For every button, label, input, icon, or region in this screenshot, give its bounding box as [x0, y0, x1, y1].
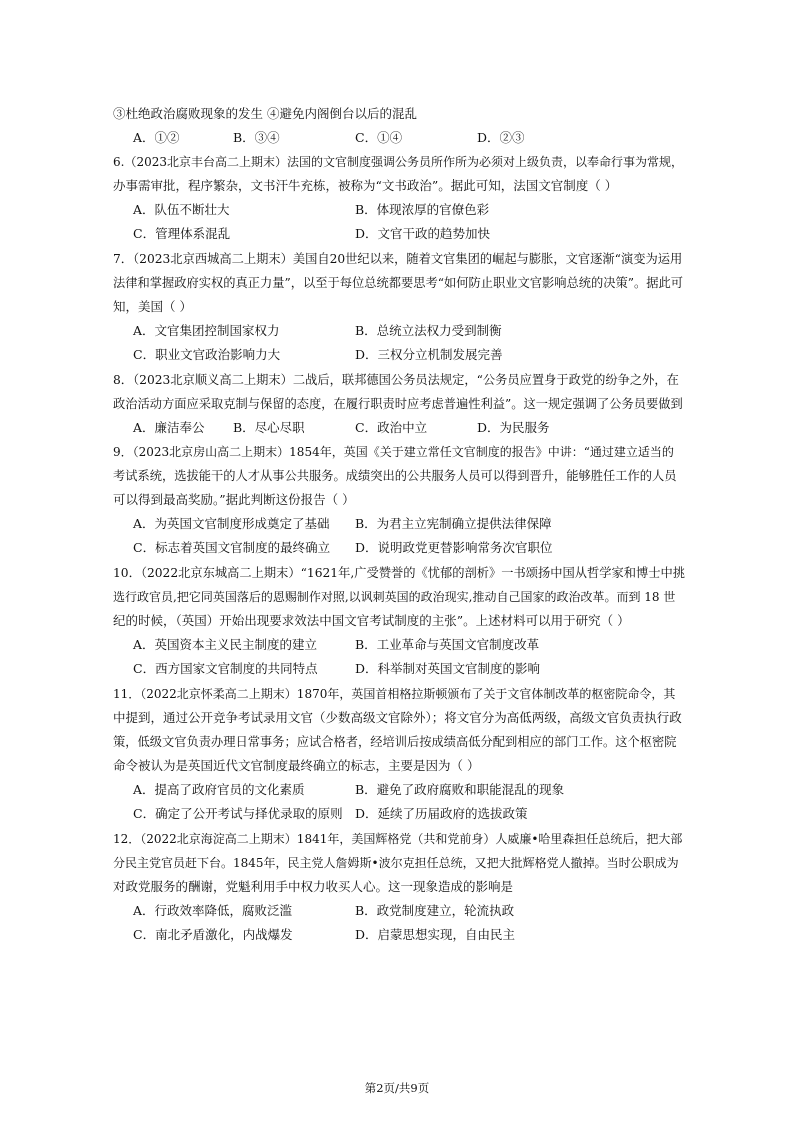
question-line: 11．（2022北京怀柔高二上期末）1870年，英国首相格拉斯顿颁布了关于文官体制改革的枢密院命令，其 — [113, 687, 676, 701]
option-c: C．西方国家文官制度的共同特点 — [133, 661, 318, 676]
question-line: 策，低级文官负责办理日常事务；应试合格者，经培训后按成绩高低分配到相应的部门工作。这个枢密院 — [113, 735, 677, 749]
option-row — [113, 126, 685, 150]
option-a: A．提高了政府官员的文化素质 — [133, 782, 305, 797]
option-row — [113, 802, 685, 826]
option-row — [113, 512, 685, 536]
prev-question-tail — [113, 102, 685, 150]
question-line: 办事需审批，程序繁杂，文书汗牛充栋，被称为“文书政治”。据此可知，法国文官制度（ ） — [113, 178, 618, 193]
option-row — [113, 416, 685, 440]
option-b: B．总统立法权力受到制衡 — [355, 323, 502, 338]
option-d: D．文官干政的趋势加快 — [355, 226, 491, 241]
question-line: 可以得到最高奖励。”据此判断这份报告（ ） — [113, 492, 355, 507]
option-c: C．南北矛盾激化，内战爆发 — [133, 927, 293, 942]
question-9 — [113, 440, 685, 560]
question-line: 纪的时候，（英国）开始出现要求效法中国文官考试制度的主张”。上述材料可以用于研究（ ） — [113, 613, 630, 628]
option-b: B．避免了政府腐败和职能混乱的现象 — [355, 782, 565, 797]
question-line: ③杜绝政治腐败现象的发生 ④避免内阁倒台以后的混乱 — [113, 106, 417, 121]
option-a: A．为英国文官制度形成奠定了基础 — [133, 516, 330, 531]
option-a: A．①② — [133, 130, 180, 145]
question-line: 分民主党官员赶下台。1845年，民主党人詹姆斯•波尔克担任总统，又把大批辉格党人撤掉。当时公职成为 — [113, 856, 679, 870]
question-line: 法律和掌握政府实权的真正力量”，以至于每位总统都要思考“如何防止职业文官影响总统的决策”。据此可 — [113, 276, 684, 290]
option-c: C．标志着英国文官制度的最终确立 — [133, 540, 331, 555]
option-b: B．③④ — [233, 130, 280, 145]
question-line: 7．（2023北京西城高二上期末）美国自20世纪以来，随着文官集团的崛起与膨胀，文官逐渐“演变为运用 — [113, 252, 683, 266]
option-a: A．队伍不断壮大 — [133, 202, 230, 217]
option-a: A．行政效率降低，腐败泛滥 — [133, 903, 293, 918]
option-d: D．说明政党更替影响常务次官职位 — [355, 540, 553, 555]
option-d: D．延续了历届政府的选拔政策 — [355, 806, 528, 821]
option-c: C．确定了公开考试与择优录取的原则 — [133, 806, 343, 821]
question-11 — [113, 682, 685, 826]
option-b: B．为君主立宪制确立提供法律保障 — [355, 516, 552, 531]
question-line: 选行政官员,把它同英国落后的恩赐制作对照,以讽刺英国的政治现实,推动自己国家的政治改革。而到 18 世 — [113, 590, 676, 604]
option-c: C．职业文官政治影响力大 — [133, 347, 281, 362]
option-a: A．廉洁奉公 — [133, 420, 205, 435]
option-c: C．①④ — [355, 130, 403, 145]
question-line: 6.（2023北京丰台高二上期末）法国的文官制度强调公务员所作所为必须对上级负责，以奉命行事为常规， — [113, 155, 683, 169]
option-row — [113, 536, 685, 560]
question-line: 知，美国（ ） — [113, 299, 192, 314]
option-row — [113, 319, 685, 343]
question-line: 政治活动方面应采取克制与保留的态度，在履行职责时应考虑普遍性利益”。这一规定强调了公务员要做到 — [113, 397, 683, 411]
question-8 — [113, 368, 685, 440]
option-d: D．为民服务 — [477, 420, 550, 435]
option-row — [113, 222, 685, 246]
question-line: 命令被认为是英国近代文官制度最终确立的标志，主要是因为（ ） — [113, 758, 480, 773]
option-row — [113, 343, 685, 367]
option-row — [113, 633, 685, 657]
option-a: A．文官集团控制国家权力 — [133, 323, 280, 338]
option-c: C．管理体系混乱 — [133, 226, 231, 241]
option-d: D．三权分立机制发展完善 — [355, 347, 503, 362]
question-10 — [113, 561, 685, 681]
question-line: 10．（2022北京东城高二上期末）“1621年,广受赞誉的《忧郁的剖析》一书颂扬中国从哲学家和博士中挑 — [113, 566, 685, 580]
question-line: 12．（2022北京海淀高二上期末）1841年，美国辉格党（共和党前身）人威廉•哈里森担任总统后，把大部 — [113, 832, 683, 846]
question-line: 8．（2023北京顺义高二上期末）二战后，联邦德国公务员法规定，“公务员应置身于政党的纷争之外，在 — [113, 373, 679, 387]
option-row — [113, 899, 685, 923]
option-b: B．政党制度建立，轮流执政 — [355, 903, 515, 918]
option-a: A．英国资本主义民主制度的建立 — [133, 637, 318, 652]
option-c: C．政治中立 — [355, 420, 428, 435]
question-7 — [113, 247, 685, 367]
option-d: D．启蒙思想实现，自由民主 — [355, 927, 516, 942]
option-row — [113, 198, 685, 222]
question-line: 中提到，通过公开竞争考试录用文官（少数高级文官除外）；将文官分为高低两级，高级文官负责执行政 — [113, 710, 682, 725]
question-6 — [113, 150, 685, 246]
option-row — [113, 657, 685, 681]
option-d: D．科举制对英国文官制度的影响 — [355, 661, 541, 676]
question-line: 9．（2023北京房山高二上期末）1854年，英国《关于建立常任文官制度的报告》中讲：“通过建立适当的 — [113, 445, 674, 459]
question-line: 考试系统，选拔能干的人才从事公共服务。成绩突出的公共服务人员可以得到晋升，能够胜任工作的人员 — [113, 469, 677, 483]
question-12 — [113, 827, 685, 947]
option-b: B．尽心尽职 — [233, 420, 305, 435]
option-d: D．②③ — [477, 130, 525, 145]
question-line: 对政党服务的酬谢，党魁利用手中权力收买人心。这一现象造成的影响是 — [113, 879, 514, 894]
page-number: 第2页/共9页 — [364, 1081, 430, 1095]
option-b: B．体现浓厚的官僚色彩 — [355, 202, 490, 217]
option-b: B．工业革命与英国文官制度改革 — [355, 637, 540, 652]
option-row — [113, 778, 685, 802]
option-row — [113, 923, 685, 947]
